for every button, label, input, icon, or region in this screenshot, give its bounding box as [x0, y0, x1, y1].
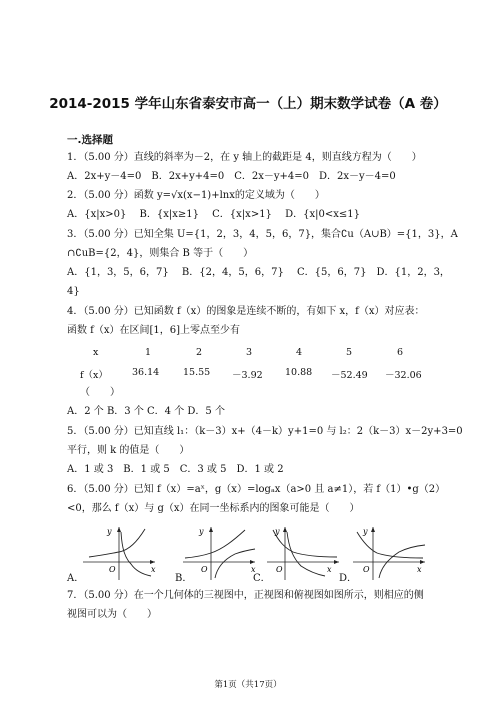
table-cell: 2: [196, 347, 203, 358]
section-heading: 一.选择题: [67, 134, 113, 146]
x-axis-label: x: [151, 565, 156, 574]
y-axis-label: y: [363, 527, 368, 536]
q3-options: A．{1，3，5，6，7} B．{2，4，5，6，7} C．{5，6，7} D．{1，2，3，: [67, 267, 450, 278]
x-axis-label: x: [327, 565, 332, 574]
table-cell: f（x）: [80, 370, 108, 381]
y-axis-label: y: [275, 527, 280, 536]
option-b-label: B．: [175, 573, 193, 584]
q1-options: A．2x+y－4=0 B．2x+y+4=0 C．2x－y+4=0 D．2x－y－4=0: [67, 171, 396, 182]
y-axis-label: y: [199, 527, 204, 536]
q6-graph-options: [67, 524, 437, 584]
q7-stem-1: 7．（5.00 分）在一个几何体的三视图中，正视图和俯视图如图所示，则相应的侧: [67, 590, 424, 601]
table-cell: 36.14: [132, 367, 160, 378]
option-d-label: D．: [339, 573, 358, 584]
q3-options-wrap: 4}: [67, 286, 80, 297]
table-cell: －32.06: [385, 370, 422, 381]
q4-options: A．2 个 B．3 个 C．4 个 D．5 个: [67, 406, 225, 417]
q1-stem: 1．（5.00 分）直线的斜率为－2，在 y 轴上的截距是 4，则直线方程为（ ）: [67, 152, 422, 163]
q5-stem-2: 平行，则 k 的值是（ ）: [67, 445, 190, 456]
origin-label: O: [276, 565, 283, 574]
q5-options: A．1 或 3 B．1 或 5 C．3 或 5 D．1 或 2: [67, 464, 284, 475]
x-axis-label: x: [417, 565, 422, 574]
table-cell: 15.55: [183, 367, 211, 378]
x-axis-label: x: [251, 565, 256, 574]
option-c-graph: [263, 524, 343, 582]
page-title: 2014-2015 学年山东省泰安市高一（上）期末数学试卷（A 卷）: [49, 96, 447, 112]
q4-paren: （ ）: [80, 387, 120, 398]
table-cell: －3.92: [232, 370, 263, 381]
option-c-label: C．: [253, 573, 271, 584]
option-b-graph: [179, 524, 259, 582]
table-cell: 1: [145, 347, 152, 358]
table-cell: 6: [397, 347, 404, 358]
option-d-graph: [349, 524, 429, 582]
q2-options: A．{x|x>0} B．{x|x≥1} C．{x|x>1} D．{x|0<x≤1}: [67, 209, 360, 220]
q2-stem: 2．（5.00 分）函数 y=√x(x−1)+lnx的定义域为（ ）: [67, 190, 325, 201]
q3-stem-2: ∩∁uB={2，4}，则集合 B 等于（ ）: [67, 248, 254, 259]
table-cell: 5: [346, 347, 353, 358]
option-a-label: A．: [67, 573, 85, 584]
table-cell: －52.49: [331, 370, 368, 381]
q6-stem-1: 6．（5.00 分）已知 f（x）=aˣ，g（x）=logₐx（a>0 且 a≠1），若 f（1）•g（2）: [67, 484, 446, 495]
q4-stem-2: 函数 f（x）在区间[1，6]上零点至少有: [67, 325, 241, 336]
q5-stem-1: 5．（5.00 分）已知直线 l₁：（k－3）x+（4－k）y+1=0 与 l₂：2（k－3）x－2y+3=0: [67, 426, 463, 437]
option-a-graph: [79, 524, 159, 582]
q3-stem-1: 3．（5.00 分）已知全集 U={1，2，3，4，5，6，7}，集合∁u（A∪B）={1，3}，A: [67, 229, 458, 240]
q7-stem-2: 视图可以为（ ）: [67, 609, 157, 620]
origin-label: O: [201, 565, 208, 574]
origin-label: O: [109, 565, 116, 574]
table-cell: 4: [296, 347, 303, 358]
q4-stem-1: 4．（5.00 分）已知函数 f（x）的图象是连续不断的，有如下 x，f（x）对应表：: [67, 306, 425, 317]
y-axis-label: y: [107, 527, 112, 536]
table-cell: 3: [246, 347, 253, 358]
origin-label: O: [363, 565, 370, 574]
q6-stem-2: <0，那么 f（x）与 g（x）在同一坐标系内的图象可能是（ ）: [67, 503, 360, 514]
table-cell: x: [93, 347, 99, 358]
page-footer: 第1页（共17页）: [214, 680, 282, 690]
table-cell: 10.88: [285, 367, 313, 378]
